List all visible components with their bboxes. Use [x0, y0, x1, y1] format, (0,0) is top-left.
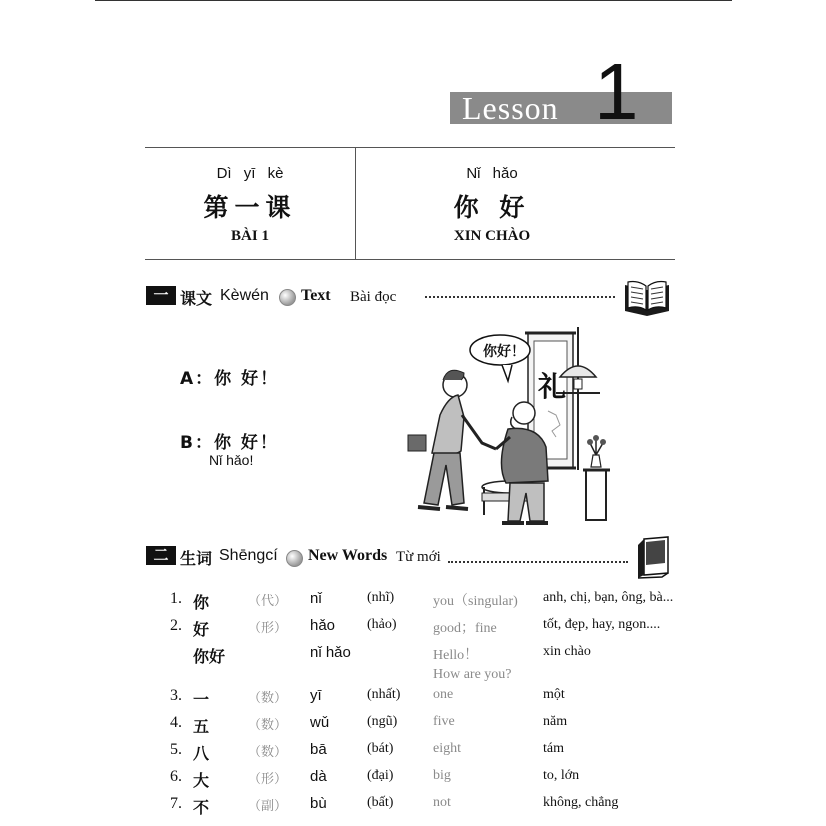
word-number: 1. [170, 590, 182, 607]
open-book-icon [622, 277, 672, 317]
bullet-circle-icon [286, 550, 303, 567]
title-right-viet: XIN CHÀO [453, 228, 531, 244]
section1-leader-dots [425, 296, 615, 298]
word-english: Hello！ [433, 648, 479, 663]
word-pinyin: wǔ [310, 714, 330, 731]
word-number: 3. [170, 687, 182, 704]
section2-title-vi: Từ mới [396, 549, 441, 565]
section1-title-en: Text [301, 287, 331, 304]
word-hanviet: (nhĩ) [367, 590, 395, 605]
section1-title-pinyin: Kèwén [220, 287, 269, 304]
section2-title-en: New Words [308, 547, 388, 564]
top-rule [95, 0, 732, 1]
dialog-b-text: 你 好！ [213, 433, 279, 453]
word-pinyin: hǎo [310, 617, 336, 634]
calligraphy-scroll-text: 礼 [538, 370, 567, 403]
word-english: eight [433, 741, 461, 756]
dialog-a-text: 你 好！ [214, 369, 280, 389]
word-pos: （代） [248, 594, 288, 609]
word-pos: （数） [248, 718, 288, 733]
word-vietnamese: một [543, 687, 565, 702]
title-top-rule [145, 147, 675, 148]
notebook-icon [634, 535, 672, 579]
dialog-a-speaker: A： [180, 369, 215, 389]
word-row [0, 768, 826, 792]
dialog-a-line [180, 364, 279, 389]
section2-number: 二 [146, 546, 176, 565]
word-row [0, 795, 826, 819]
word-english: not [433, 795, 451, 810]
word-vietnamese: tốt, đẹp, hay, ngon.... [543, 617, 661, 632]
word-pos: （数） [248, 691, 288, 706]
word-pinyin: nǐ hǎo [310, 644, 351, 661]
speech-bubble-text: 你好！ [483, 344, 525, 360]
word-hanzi: 你好 [193, 647, 226, 666]
word-pinyin: bā [310, 741, 327, 758]
word-english: good；fine [433, 621, 497, 636]
section1-title-vi: Bài đọc [350, 289, 397, 305]
title-right-pinyin: Nǐ hǎo [466, 165, 518, 182]
word-hanzi: 你 [193, 593, 210, 612]
word-row [0, 687, 826, 711]
word-row [0, 644, 826, 668]
word-hanzi: 五 [193, 717, 210, 736]
word-english: big [433, 768, 451, 783]
word-number: 4. [170, 714, 182, 731]
word-hanviet: (hảo) [367, 617, 397, 632]
word-vietnamese: to, lớn [543, 768, 580, 783]
word-hanviet: (bát) [367, 741, 394, 756]
section1-title-cn: 课文 [180, 289, 213, 308]
title-bottom-rule [145, 259, 675, 260]
word-pos: （数） [248, 745, 288, 760]
section1-number: 一 [146, 286, 176, 305]
word-pos: （形） [248, 772, 288, 787]
word-number: 7. [170, 795, 182, 812]
word-hanviet: (đại) [367, 768, 394, 783]
bullet-circle-icon [279, 289, 296, 306]
greeting-illustration [398, 325, 673, 530]
word-number: 5. [170, 741, 182, 758]
word-row [0, 714, 826, 738]
word-vietnamese: tám [543, 741, 564, 756]
word-pinyin: yī [310, 687, 322, 704]
word-row [0, 741, 826, 765]
word-vietnamese: anh, chị, bạn, ông, bà... [543, 590, 674, 605]
word-hanzi: 不 [193, 798, 210, 817]
word-hanviet: (bất) [367, 795, 394, 810]
section2-title-cn: 生词 [180, 549, 213, 568]
word-pos: （副） [248, 799, 288, 814]
lesson-word: Lesson [462, 90, 559, 126]
dialog-b-speaker: B： [180, 433, 214, 453]
word-vietnamese: không, chẳng [543, 795, 619, 810]
title-divider [355, 147, 356, 260]
word-english: five [433, 714, 455, 729]
word-hanzi: 大 [193, 771, 210, 790]
word-pinyin: dà [310, 768, 327, 785]
word-pinyin: nǐ [310, 590, 322, 607]
title-right-hanzi: 你 好 [453, 193, 531, 222]
word-english: one [433, 687, 454, 702]
dialog-b-line [180, 428, 279, 453]
section2-leader-dots [448, 561, 628, 563]
word-number: 2. [170, 617, 182, 634]
word-english: you（singular) [433, 594, 518, 609]
dialog-b-pinyin: Nǐ hǎo! [209, 452, 254, 468]
title-left-viet: BÀI 1 [231, 228, 269, 244]
word-hanzi: 好 [193, 620, 210, 639]
word-hanzi: 八 [193, 744, 210, 763]
word-vietnamese: xin chào [543, 644, 591, 659]
word-hanviet: (nhất) [367, 687, 401, 702]
word-pos: （形） [248, 621, 288, 636]
title-left-pinyin: Dì yī kè [216, 165, 284, 182]
section2-title-pinyin: Shēngcí [219, 547, 278, 564]
word-vietnamese: năm [543, 714, 568, 729]
word-hanzi: 一 [193, 690, 210, 709]
word-hanviet: (ngũ) [367, 714, 398, 729]
word-english-secondary: How are you? [433, 667, 512, 682]
word-pinyin: bù [310, 795, 327, 812]
word-row [0, 590, 826, 614]
title-left-hanzi: 第一课 [203, 193, 297, 222]
lesson-number: 1 [594, 47, 639, 136]
word-row [0, 617, 826, 641]
word-number: 6. [170, 768, 182, 785]
